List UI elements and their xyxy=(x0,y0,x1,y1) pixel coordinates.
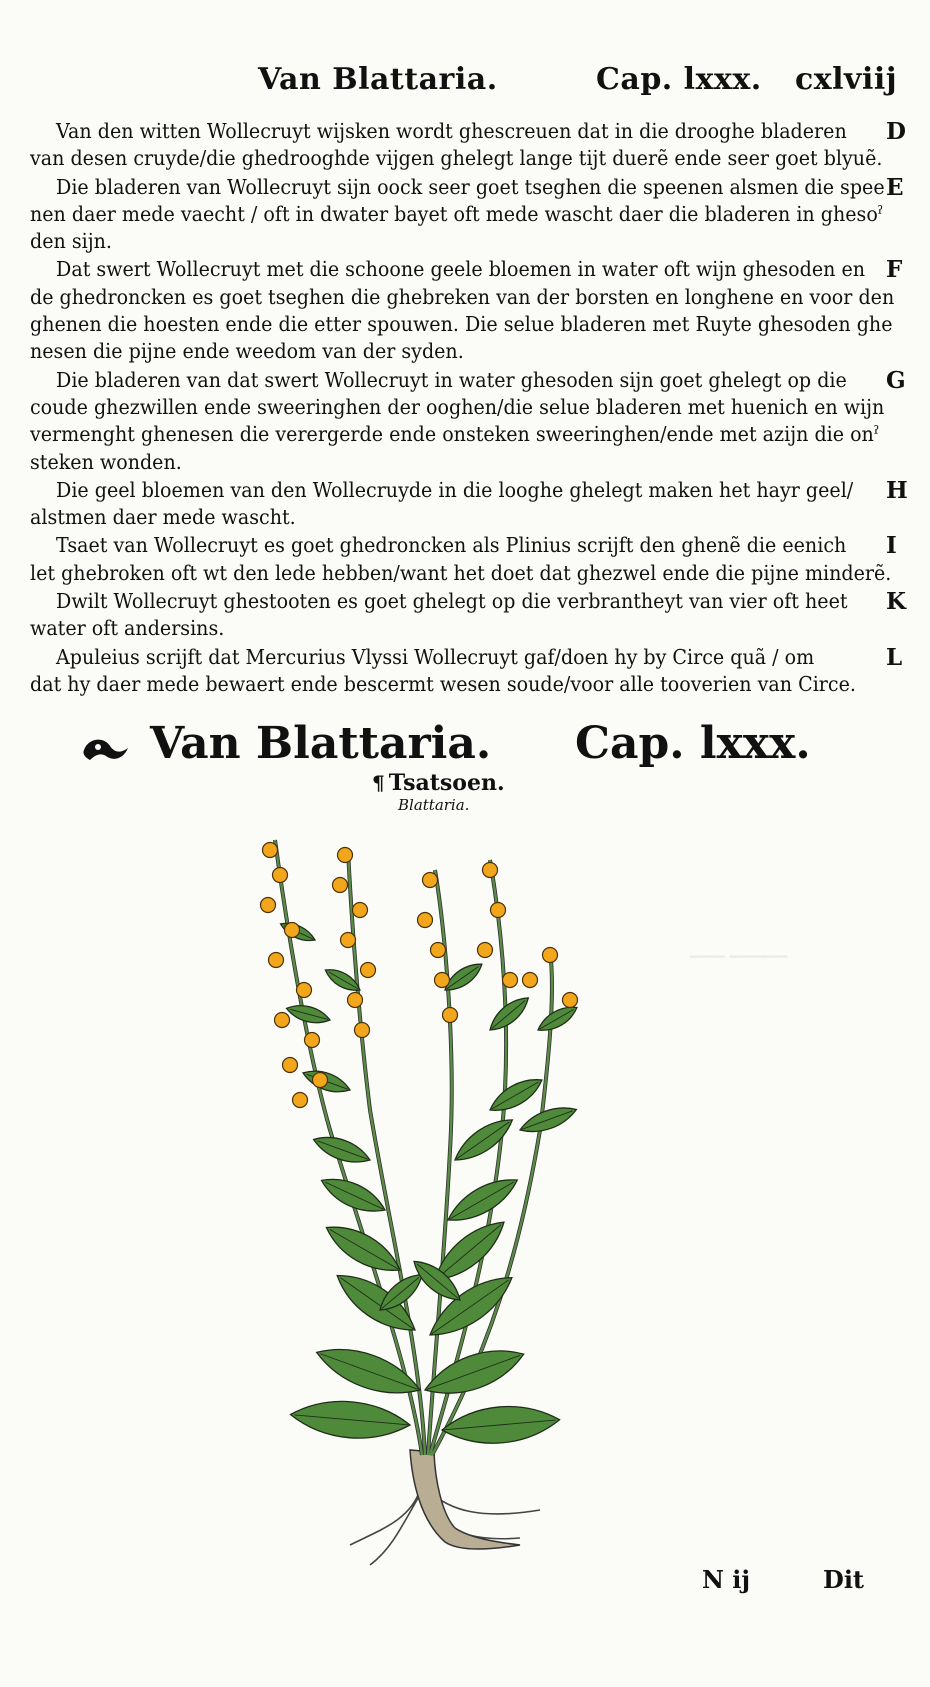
signature-mark: N ij xyxy=(702,1565,751,1594)
plant-flower xyxy=(348,993,363,1008)
plant-flower xyxy=(435,973,450,988)
paragraph xyxy=(30,366,906,476)
text-line: dat hy daer mede bewaert ende bescermt wesen soude/voor alle tooverien van Circe. xyxy=(30,671,856,696)
paragraph xyxy=(30,256,903,365)
margin-letter: F xyxy=(886,256,903,284)
plant-leaf xyxy=(485,992,534,1037)
figure-caption-text: Tsatsoen. xyxy=(388,770,505,796)
text-line: water oft andersins. xyxy=(30,616,225,641)
plant-flower xyxy=(491,903,506,918)
plant-flower xyxy=(333,878,348,893)
running-head-title: Van Blattaria. xyxy=(258,62,498,97)
plant-leaf xyxy=(442,1170,523,1231)
text-line: vermenght ghenesen die verergerde ende onsteken sweeringhen/ende met azijn die onˀ xyxy=(30,422,880,447)
text-line: Van den witten Wollecruyt wijsken wordt ghescreuen dat in die drooghe bladeren xyxy=(56,119,847,143)
paragraph xyxy=(30,588,906,643)
text-line: coude ghezwillen ende sweeringhen der ooghen/die selue bladeren met huenich en wijn xyxy=(30,394,885,419)
plant-flower xyxy=(503,973,518,988)
plant-leaf xyxy=(289,1397,412,1443)
paragraph xyxy=(30,173,904,256)
plant-flower xyxy=(338,848,353,863)
plant-flower xyxy=(543,948,558,963)
figure-latin-name: Blattaria. xyxy=(398,796,470,814)
plant-flower xyxy=(285,923,300,938)
margin-letter: G xyxy=(886,366,906,394)
show-through-text: ▁▁▁ ▁▁▁▁▁ xyxy=(690,940,788,958)
text-line: Dwilt Wollecruyt ghestooten es goet ghelegt op die verbrantheyt van vier oft heet xyxy=(56,589,848,614)
margin-letter: H xyxy=(886,476,908,504)
text-line: Die bladeren van dat swert Wollecruyt in water ghesoden sijn goet ghelegt op die xyxy=(56,367,847,392)
paragraph xyxy=(30,476,908,532)
plant-flower xyxy=(313,1073,328,1088)
plant-flower xyxy=(423,873,438,888)
plant-flower xyxy=(563,993,578,1008)
chapter-heading xyxy=(0,718,930,774)
text-line: ghenen die hoesten ende die etter spouwen. Die selue bladeren met Ruyte ghesoden ghe xyxy=(30,312,893,337)
margin-letter: L xyxy=(886,643,903,671)
margin-letter: E xyxy=(886,173,904,201)
catchword: Dit xyxy=(823,1565,865,1594)
text-line: van desen cruyde/die ghedrooghde vijgen ghelegt lange tijt duerẽ ende seer goet blyuẽ. xyxy=(30,146,883,171)
text-line: Die bladeren van Wollecruyt sijn oock seer goet tseghen die speenen alsmen die spee xyxy=(56,174,885,199)
plant-flower xyxy=(293,1093,308,1108)
text-line: nen daer mede vaecht / oft in dwater bayet oft mede wascht daer die bladeren in ghesoˀ xyxy=(30,201,884,226)
text-line: den sijn. xyxy=(30,229,112,254)
fleuron-ornament-icon xyxy=(80,734,132,764)
margin-letter: D xyxy=(886,118,906,145)
plant-flower xyxy=(478,943,493,958)
text-line: nesen die pijne ende weedom van der syden. xyxy=(30,339,464,364)
text-line: let ghebroken oft wt den lede hebben/want het doet dat ghezwel ende die pijne minderẽ. xyxy=(30,560,892,585)
plant-flower xyxy=(523,973,538,988)
paragraph xyxy=(30,643,903,699)
text-line: de ghedroncken es goet tseghen die ghebreken van der borsten en longhene en voor den xyxy=(30,284,895,309)
plant-taproot xyxy=(410,1450,520,1549)
text-line: Die geel bloemen van den Wollecruyde in die looghe ghelegt maken het hayr geel/ xyxy=(56,477,854,502)
plant-flower xyxy=(353,903,368,918)
plant-flower xyxy=(355,1023,370,1038)
plant-leaf xyxy=(440,1402,561,1448)
pilcrow-icon: ¶ xyxy=(372,771,385,795)
text-line: Apuleius scrijft dat Mercurius Vlyssi Wollecruyt gaf/doen hy by Circe quã / om xyxy=(56,644,815,669)
plant-flower xyxy=(263,843,278,858)
plant-flower xyxy=(443,1008,458,1023)
chapter-title: Van Blattaria. xyxy=(150,718,492,769)
plant-flower xyxy=(283,1058,298,1073)
plant-flower xyxy=(275,1013,290,1028)
plant-leaf xyxy=(517,1101,580,1138)
plant-flower xyxy=(431,943,446,958)
page-footer xyxy=(0,1565,930,1605)
figure-caption xyxy=(372,770,572,796)
plant-flower xyxy=(361,963,376,978)
plant-flower xyxy=(418,913,433,928)
blattaria-plant-illustration xyxy=(220,830,660,1570)
body-text xyxy=(30,118,908,699)
plant-flower xyxy=(305,1033,320,1048)
text-line: Dat swert Wollecruyt met die schoone geele bloemen in water oft wijn ghesoden en xyxy=(56,257,866,282)
margin-letter: I xyxy=(886,532,897,560)
plant-flower xyxy=(297,983,312,998)
running-head xyxy=(0,62,930,102)
text-line: steken wonden. xyxy=(30,449,182,474)
plant-leaf xyxy=(485,1072,547,1119)
plant-leaf xyxy=(317,1170,390,1220)
plant-leaf xyxy=(449,1111,518,1168)
plant-flower xyxy=(261,898,276,913)
plant-flower xyxy=(269,953,284,968)
text-line: alstmen daer mede wascht. xyxy=(30,505,296,530)
text-line: Tsaet van Wollecruyt es goet ghedroncken als Plinius scrijft den ghenẽ die eenich xyxy=(56,533,847,558)
plant-flower xyxy=(273,868,288,883)
plant-flower xyxy=(341,933,356,948)
plant-flower xyxy=(483,863,498,878)
running-head-chapter: Cap. lxxx. xyxy=(596,62,762,97)
margin-letter: K xyxy=(886,588,906,616)
paragraph xyxy=(30,532,897,587)
paragraph xyxy=(30,118,906,173)
plant-leaf xyxy=(285,1001,332,1027)
chapter-number: Cap. lxxx. xyxy=(575,718,811,769)
folio-number: cxlviij xyxy=(795,62,898,97)
